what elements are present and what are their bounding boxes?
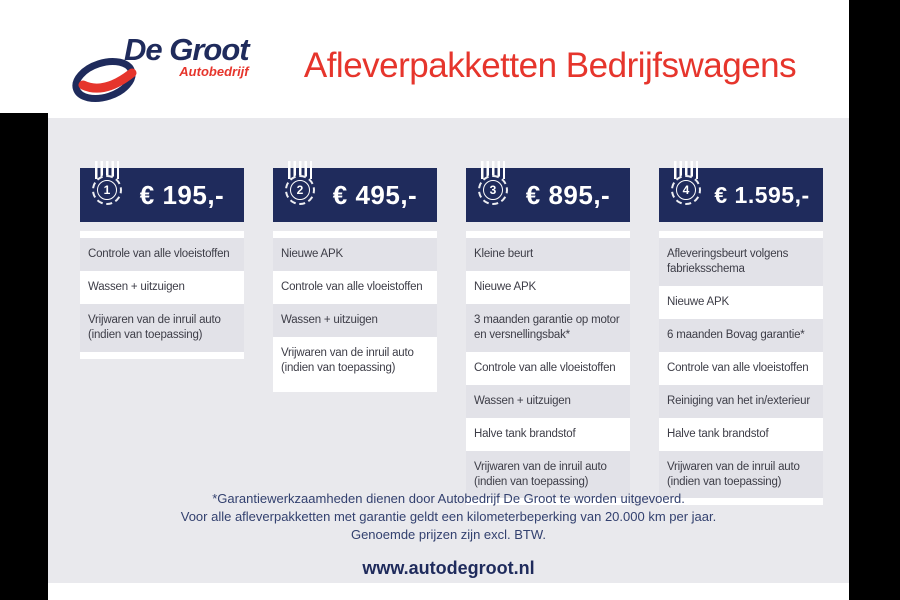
package-item: Vrijwaren van de inruil auto (indien van toepassing) xyxy=(281,346,414,374)
package-price: € 895,- xyxy=(525,179,611,210)
package-item: Controle van alle vloeistoffen xyxy=(474,361,616,374)
medal-coin-icon xyxy=(671,175,701,205)
package-item: Wassen + uitzuigen xyxy=(88,280,185,293)
package-item: Reiniging van het in/exterieur xyxy=(659,385,823,418)
package-items xyxy=(659,231,823,505)
brand-name: De Groot xyxy=(124,32,249,67)
package-column-1 xyxy=(80,168,244,505)
package-columns xyxy=(80,168,823,505)
package-items xyxy=(80,231,244,359)
medal-number: 2 xyxy=(290,180,310,200)
medal-coin-icon xyxy=(285,175,315,205)
package-column-4 xyxy=(659,168,823,505)
package-item: Nieuwe APK xyxy=(273,238,437,271)
brand-subtitle: Autobedrijf xyxy=(179,64,249,79)
package-item: Wassen + uitzuigen xyxy=(466,385,630,418)
medal-icon xyxy=(475,161,511,205)
package-item: Wassen + uitzuigen xyxy=(273,304,437,337)
package-item: Kleine beurt xyxy=(466,238,630,271)
letterbox-left xyxy=(0,113,48,600)
footer-note-2: Voor alle afleverpakketten met garantie geldt een kilometerbeperking van 20.000 km per jaar. xyxy=(180,509,717,524)
medal-icon xyxy=(282,161,318,205)
package-item: 3 maanden garantie op motor en versnellingsbak* xyxy=(466,304,630,352)
letterbox-right xyxy=(849,0,900,600)
footer-note-1: *Garantiewerkzaamheden dienen door Autobedrijf De Groot te worden uitgevoerd. xyxy=(212,491,685,506)
package-item: Vrijwaren van de inruil auto (indien van toepassing) xyxy=(80,304,244,352)
package-column-3 xyxy=(466,168,630,505)
package-item: Afleveringsbeurt volgens fabrieksschema xyxy=(659,238,823,286)
package-item: Controle van alle vloeistoffen xyxy=(281,280,423,293)
package-items xyxy=(273,231,437,392)
medal-number: 4 xyxy=(676,180,696,200)
package-header xyxy=(273,168,437,222)
medal-coin-icon xyxy=(478,175,508,205)
brand-logo xyxy=(70,34,249,106)
medal-number: 1 xyxy=(97,180,117,200)
package-item: Vrijwaren van de inruil auto (indien van toepassing) xyxy=(466,451,630,499)
package-header xyxy=(466,168,630,222)
package-price: € 495,- xyxy=(332,179,418,210)
page-title: Afleverpakketten Bedrijfswagens xyxy=(303,46,797,85)
website-url: www.autodegroot.nl xyxy=(362,558,535,578)
brand-logo-text xyxy=(124,34,249,79)
package-header xyxy=(80,168,244,222)
packages-panel xyxy=(48,118,849,583)
medal-icon xyxy=(668,161,704,205)
package-item: Controle van alle vloeistoffen xyxy=(667,361,809,374)
medal-number: 3 xyxy=(483,180,503,200)
package-items xyxy=(466,231,630,505)
package-item: Halve tank brandstof xyxy=(474,427,576,440)
package-column-2 xyxy=(273,168,437,505)
package-header xyxy=(659,168,823,222)
package-price: € 195,- xyxy=(139,179,225,210)
package-item: Nieuwe APK xyxy=(474,280,536,293)
package-item: Vrijwaren van de inruil auto (indien van toepassing) xyxy=(659,451,823,499)
footer-note-3: Genoemde prijzen zijn excl. BTW. xyxy=(350,527,547,542)
medal-icon xyxy=(89,161,125,205)
package-item: Nieuwe APK xyxy=(667,295,729,308)
package-item: Halve tank brandstof xyxy=(667,427,769,440)
medal-coin-icon xyxy=(92,175,122,205)
footer xyxy=(48,490,849,579)
package-item: Controle van alle vloeistoffen xyxy=(80,238,244,271)
package-item: 6 maanden Bovag garantie* xyxy=(659,319,823,352)
package-price: € 1.595,- xyxy=(714,181,810,208)
